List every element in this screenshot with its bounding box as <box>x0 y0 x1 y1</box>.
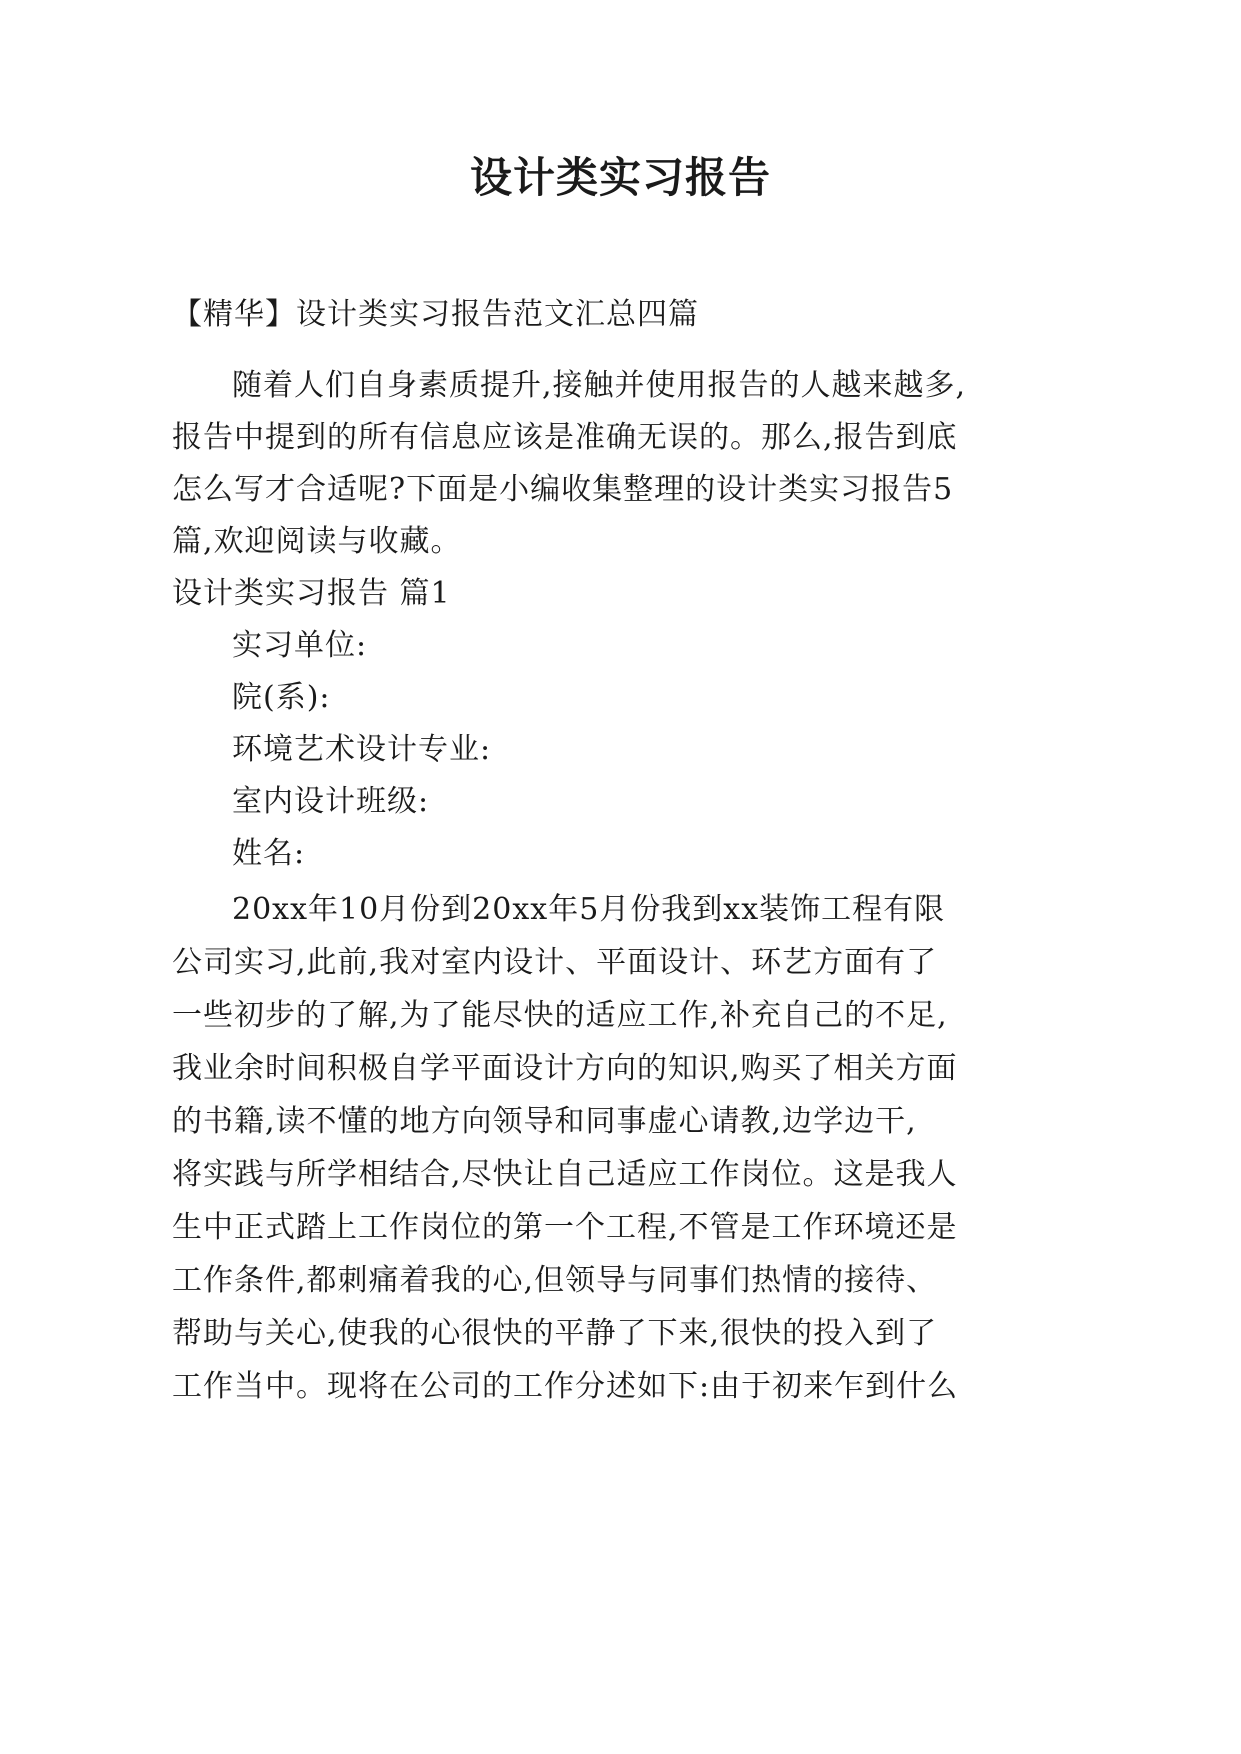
field-class: 室内设计班级: <box>232 784 430 819</box>
document-title: 设计类实习报告 <box>469 153 771 202</box>
body-line: 的书籍,读不懂的地方向领导和同事虚心请教,边学边干, <box>172 1104 917 1139</box>
body-line: 20xx年10月份到20xx年5月份我到xx装饰工程有限 <box>232 892 946 927</box>
document-subtitle: 【精华】设计类实习报告范文汇总四篇 <box>172 297 699 332</box>
intro-line: 怎么写才合适呢?下面是小编收集整理的设计类实习报告5 <box>172 472 954 507</box>
body-line: 帮助与关心,使我的心很快的平静了下来,很快的投入到了 <box>172 1316 938 1351</box>
field-department: 院(系): <box>232 680 331 715</box>
body-line: 工作条件,都刺痛着我的心,但领导与同事们热情的接待、 <box>172 1263 938 1298</box>
body-line: 工作当中。现将在公司的工作分述如下:由于初来乍到什么 <box>172 1369 959 1404</box>
field-major: 环境艺术设计专业: <box>232 732 492 767</box>
body-line: 将实践与所学相结合,尽快让自己适应工作岗位。这是我人 <box>172 1157 958 1192</box>
intro-line: 篇,欢迎阅读与收藏。 <box>172 524 462 559</box>
field-internship-unit: 实习单位: <box>232 628 368 663</box>
body-line: 我业余时间积极自学平面设计方向的知识,购买了相关方面 <box>172 1051 958 1086</box>
intro-line: 随着人们自身素质提升,接触并使用报告的人越来越多, <box>232 368 967 403</box>
body-line: 公司实习,此前,我对室内设计、平面设计、环艺方面有了 <box>172 945 938 980</box>
intro-line: 报告中提到的所有信息应该是准确无误的。那么,报告到底 <box>172 420 958 455</box>
body-line: 生中正式踏上工作岗位的第一个工程,不管是工作环境还是 <box>172 1210 958 1245</box>
body-line: 一些初步的了解,为了能尽快的适应工作,补充自己的不足, <box>172 998 948 1033</box>
field-name: 姓名: <box>232 836 306 871</box>
section-heading: 设计类实习报告 篇1 <box>172 576 451 611</box>
